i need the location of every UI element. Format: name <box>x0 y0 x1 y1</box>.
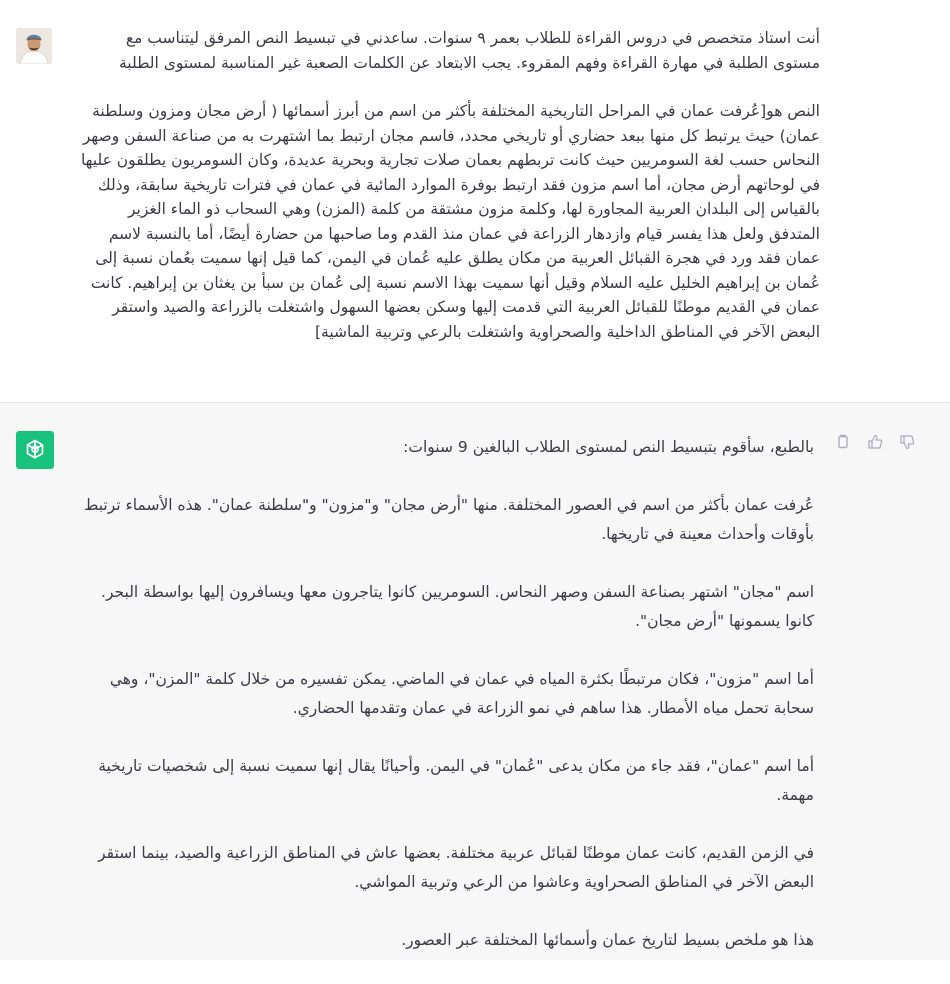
copy-icon[interactable] <box>834 433 852 451</box>
assistant-paragraph: أما اسم "مزون"، فكان مرتبطًا بكثرة المياه في عمان في الماضي. يمكن تفسيره من خلال كلمة "المزن"، وهي سحابة تحمل مياه الأمطار. هذا ساهم في نمو الزراعة في عمان وتقدمها الحضاري. <box>109 670 814 717</box>
assistant-paragraph: في الزمن القديم، كانت عمان موطنًا لقبائل عربية مختلفة. بعضها عاش في المناطق الزراعية والصيد، بينما استقر البعض الآخر في المناطق الصحراوية وعاشوا من الرعي وتربية المواشي. <box>98 844 814 891</box>
user-message <box>0 0 950 403</box>
chatgpt-logo-icon <box>16 431 54 469</box>
assistant-paragraph: هذا هو ملخص بسيط لتاريخ عمان وأسمائها المختلفة عبر العصور. <box>401 931 814 949</box>
assistant-message-text <box>78 433 814 984</box>
user-avatar <box>16 28 52 64</box>
thumbs-down-icon[interactable] <box>898 433 916 451</box>
thumbs-up-icon[interactable] <box>866 433 884 451</box>
assistant-paragraph: عُرفت عمان بأكثر من اسم في العصور المختلفة. منها "أرض مجان" و"مزون" و"سلطنة عمان". هذه الأسماء ترتبط بأوقات وأحداث معينة في تاريخها. <box>83 496 814 543</box>
message-actions <box>834 432 916 452</box>
assistant-paragraph: أما اسم "عمان"، فقد جاء من مكان يدعى "عُمان" في اليمن. وأحيانًا يقال إنها سميت نسبة إلى شخصيات تاريخية مهمة. <box>98 757 814 804</box>
user-prompt-paragraph: أنت استاذ متخصص في دروس القراءة للطلاب بعمر ٩ سنوات. ساعدني في تبسيط النص المرفق ليتناسب مع مستوى الطلبة في مهارة القراءة وفهم المقروء. يجب الابتعاد عن الكلمات الصعبة غير المناسبة لمستوى الطلبة <box>118 29 820 72</box>
assistant-paragraph: اسم "مجان" اشتهر بصناعة السفن وصهر النحاس. السومريين كانوا يتاجرون معها ويسافرون إليها بواسطة البحر. كانوا يسمونها "أرض مجان". <box>101 583 814 630</box>
assistant-paragraph: بالطبع، سأقوم بتبسيط النص لمستوى الطلاب البالغين 9 سنوات: <box>403 438 814 456</box>
user-source-text-paragraph: النص هو[عُرفت عمان في المراحل التاريخية المختلفة بأكثر من اسم من أبرز أسمائها ( أرض مجان ومزون وسلطنة عمان) حيث يرتبط كل منها ببعد حضاري أو تاريخي محدد، فاسم مجان ارتبط بما اشتهرت به من صناعة السفن وصهر النحاس حسب لغة السومريين حيث كانت تربطهم بعمان صلات تجارية وبحرية عديدة، وكان السومريون يطلقون عليها في لوحاتهم أرض مجان، أما اسم مزون فقد ارتبط بوفرة الموارد المائية في عمان في فترات تاريخية سابقة، وذلك بالقياس إلى البلدان العربية المجاورة لها، وكلمة مزون مشتقة من كلمة (المزن) وهي السحاب ذو الماء الغزير المتدفق ولعل هذا يفسر قيام وازدهار الزراعة في عمان منذ القدم وما صاحبها من حضارة أيضًا، أما بالنسبة لاسم عمان فقد ورد في هجرة القبائل العربية من مكان يطلق عليه عُمان في اليمن، كما قيل إنها سميت بعُمان نسبة إلى عُمان بن إبراهيم الخليل عليه السلام وقيل أنها سميت بهذا الاسم نسبة إلى عُمان بن سبأ بن يغثان بن إبراهيم. كانت عمان في القديم موطنًا للقبائل العربية التي قدمت إليها وسكن بعضها السهول واشتغلت بالزراعة والصيد واستقر البعض الآخر في المناطق الداخلية والصحراوية واشتغلت بالرعي وتربية الماشية] <box>80 102 820 341</box>
user-message-text <box>80 26 820 368</box>
